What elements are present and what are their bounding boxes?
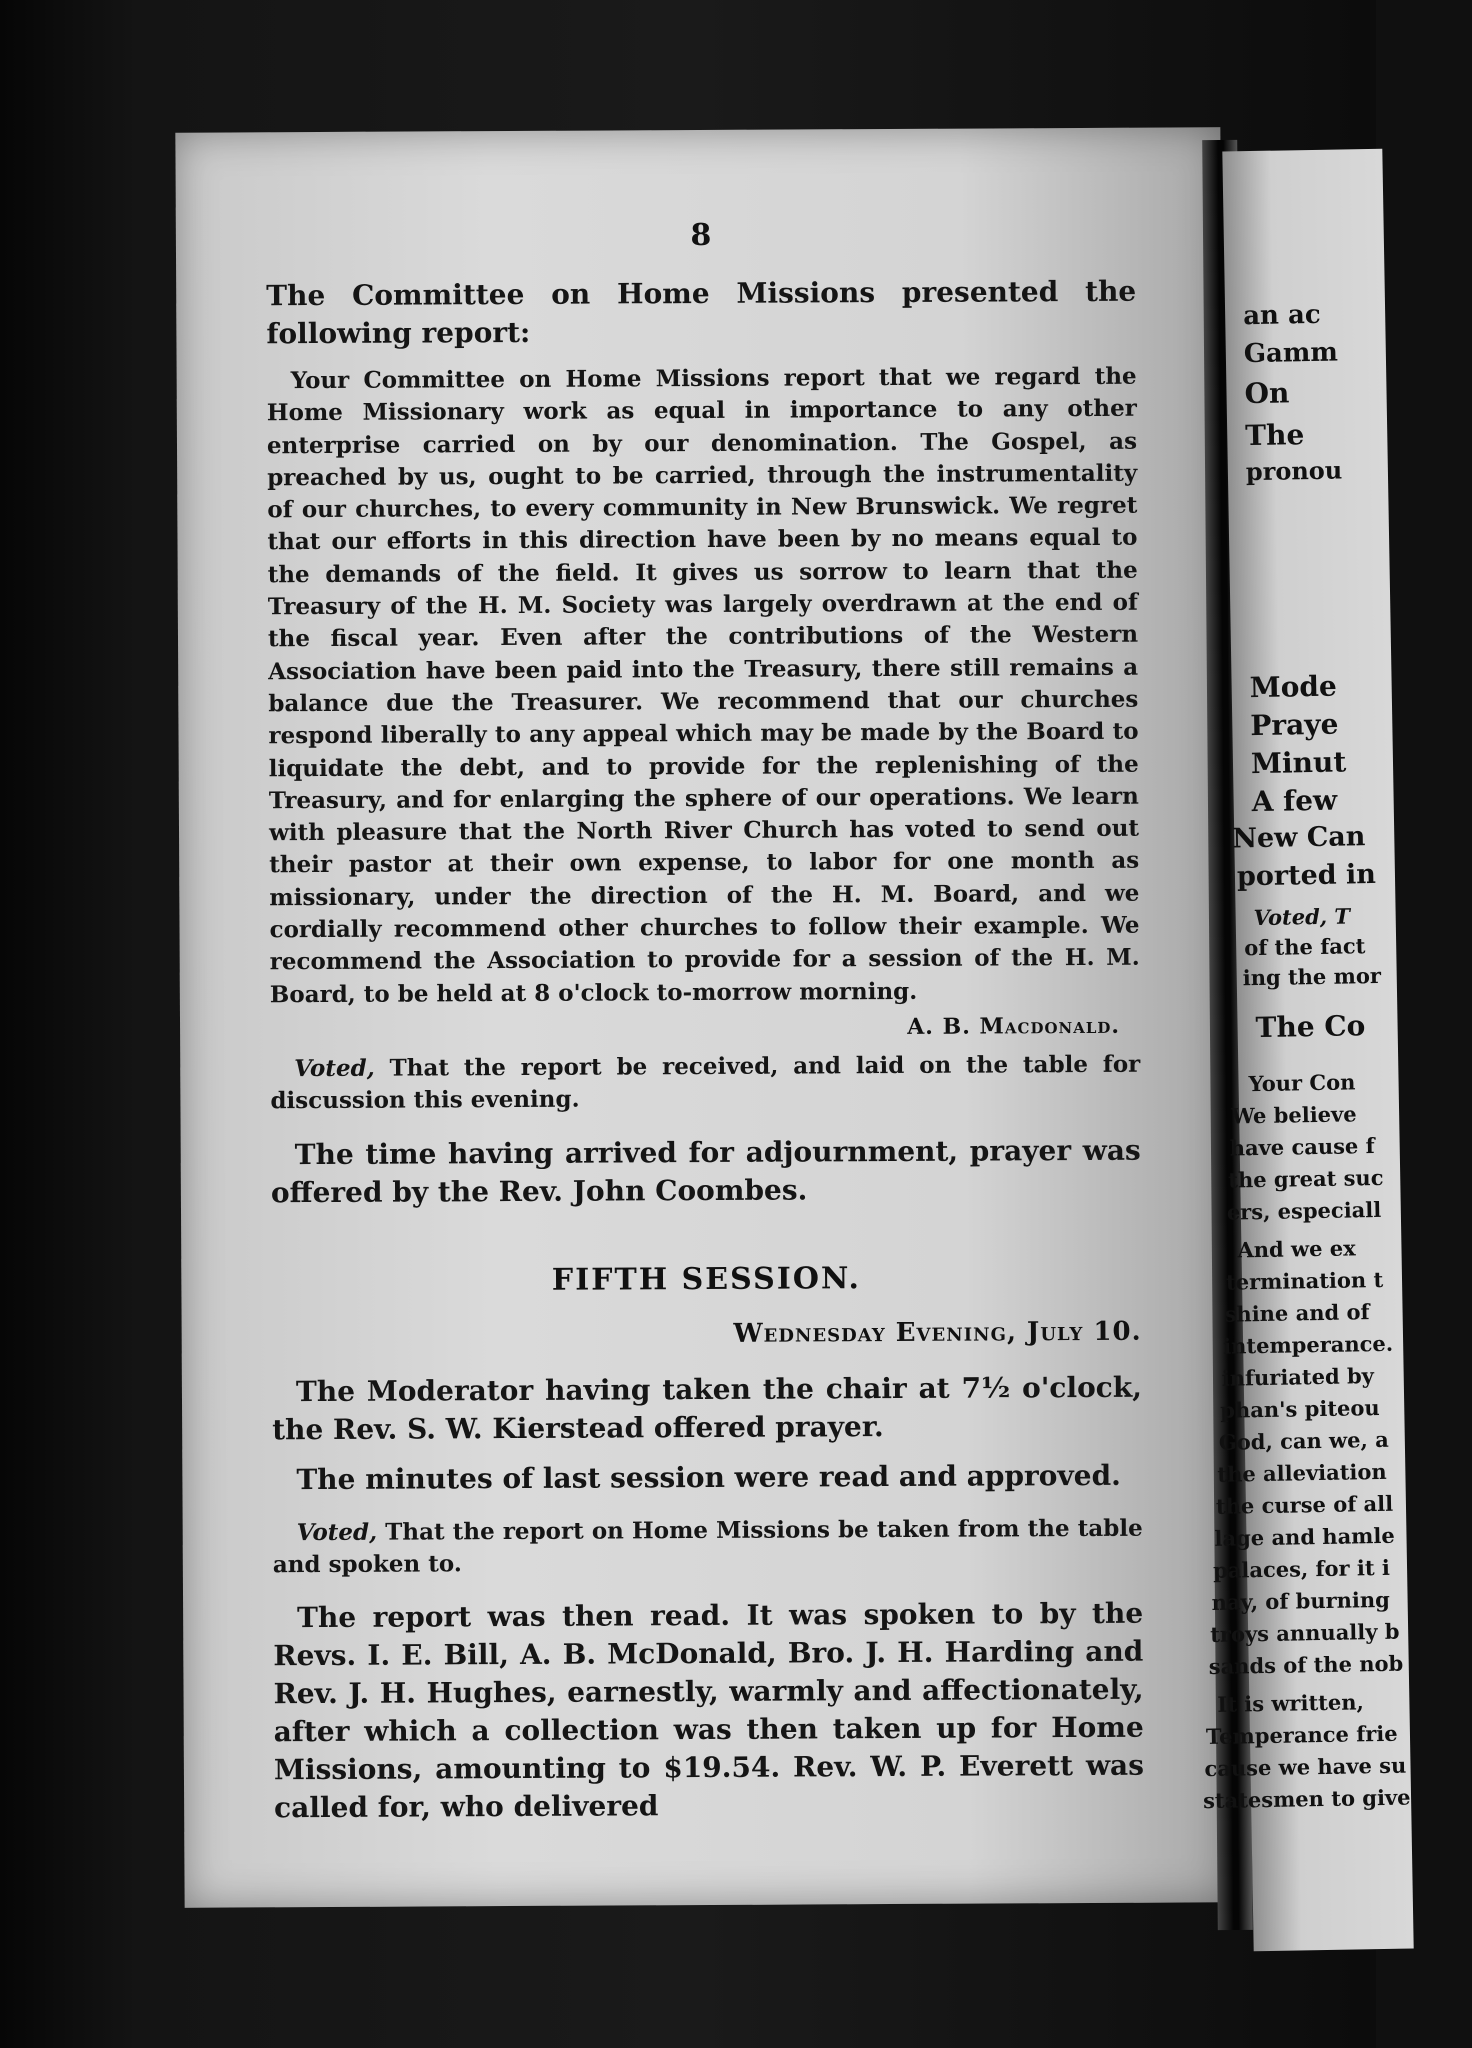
report-signature: A. B. Macdonald. [907,1012,1121,1040]
adjournment-paragraph: The time having arrived for adjournment, prayer was offered by the Rev. John Coombes. [270,1133,1141,1209]
voted-received [270,1049,1140,1118]
report-body: Your Committee on Home Missions report that we regard the Home Missionary work as equal in importance to any other enterprise carried on by our denomination. The Gospel, as preached by us, ought to be carried, through the instrumentality of our churches, to every community in New Brunswick. We regret that our efforts in this direction have been by no means equal to the demands of the field. It gives us sorrow to learn that the Treasury of the H. M. Society was largely overdrawn at the end of the fiscal year. Even after the contributions of the Western Association have been paid into the Treasury, there still remains a balance due the Treasurer. We recommend that our churches respond liberally to any appeal which may be made by the Board to liquidate the debt, and to provide for the replenishing of the Treasury, and for enlarging the sphere of our operations. We learn with pleasure that the North River Church has voted to send out their pastor at their own expense, to labor for one month as missionary, under the direction of the H. M. Board, and we cordially recommend other churches to follow their example. We recommend the Association to provide for a session of the H. M. Board, to be held at 8 o'clock to-morrow morning. [266,362,1140,1008]
session-dateline: Wednesday Evening, July 10. [733,1316,1142,1349]
right-fragment: On [1244,376,1290,411]
voted-home-missions [273,1512,1143,1581]
right-fragment: termination t [1225,1266,1384,1295]
right-fragment: A few [1251,783,1338,819]
right-fragment: The Co [1255,1009,1366,1045]
right-fragment: Praye [1250,707,1339,743]
right-fragment: Voted, T [1253,903,1351,931]
page-number: 8 [690,217,712,254]
right-fragment: phan's piteou [1220,1394,1380,1423]
right-fragment: statesmen to give [1202,1784,1411,1814]
right-fragment: Gamm [1243,337,1339,370]
left-page-content [266,216,1144,1828]
report-read-paragraph: The report was then read. It was spoken to by the Revs. I. E. Bill, A. B. McDonald, Bro. J. H. Harding and Rev. J. H. Hughes, earnestly, warmly and affectionately, after which a collection was then taken up for Home Missions, amounting to $19.54. Rev. W. P. Everett was called for, who delivered [273,1596,1145,1825]
voted-text: That the report be received, and laid on the table for discussion this evening. [270,1050,1141,1115]
right-fragment: Your Con [1248,1069,1356,1097]
right-fragment: the alleviation [1217,1458,1387,1487]
right-fragment: lage and hamle [1214,1522,1395,1551]
right-fragment: have cause f [1229,1133,1375,1161]
right-fragment: shine and of [1224,1299,1370,1327]
right-fragment: And we ex [1237,1235,1356,1263]
voted-label: Voted, [296,1518,378,1546]
minutes-paragraph: The minutes of last session were read and approved. [296,1458,1121,1496]
right-fragment: Temperance frie [1205,1720,1398,1750]
session-heading: FIFTH SESSION. [551,1260,861,1298]
committee-intro: The Committee on Home Missions presented the following report: [266,274,1137,351]
right-fragment: of the fact [1243,933,1366,961]
left-page [175,127,1229,1907]
right-fragment: troys annually b [1209,1618,1400,1647]
right-fragment: nay, of burning [1211,1586,1391,1615]
voted-text: That the report on Home Missions be taken from the table and spoken to. [272,1514,1143,1579]
right-fragment: ported in [1236,858,1377,893]
right-fragment: The [1244,418,1305,453]
right-fragment: the curse of all [1215,1490,1394,1519]
right-fragment: sands of the nob [1208,1650,1404,1679]
right-fragment: the great suc [1228,1164,1384,1193]
right-fragment: ers, especiall [1226,1196,1382,1225]
right-fragment: God, can we, a [1218,1426,1389,1455]
moderator-paragraph: The Moderator having taken the chair at 7½ o'clock, the Rev. S. W. Kierstead offered prayer. [272,1370,1143,1446]
right-fragment: infuriated by [1221,1363,1375,1391]
right-fragment: New Can [1232,821,1366,855]
right-fragment: palaces, for it i [1212,1554,1391,1583]
right-fragment: Mode [1249,669,1338,705]
right-fragment: It is written, [1217,1689,1365,1717]
right-fragment: an ac [1242,299,1321,332]
right-page-edge [1202,149,1413,1952]
right-fragment: ing the mor [1242,962,1382,991]
right-fragment: We believe [1230,1101,1357,1129]
right-fragment: intemperance. [1222,1330,1394,1359]
right-fragment: pronou [1245,455,1343,487]
right-fragment: cause we have su [1204,1752,1407,1782]
voted-label: Voted, [294,1054,375,1083]
right-page-fragments [1202,148,1440,1814]
right-fragment: Minut [1250,745,1347,781]
